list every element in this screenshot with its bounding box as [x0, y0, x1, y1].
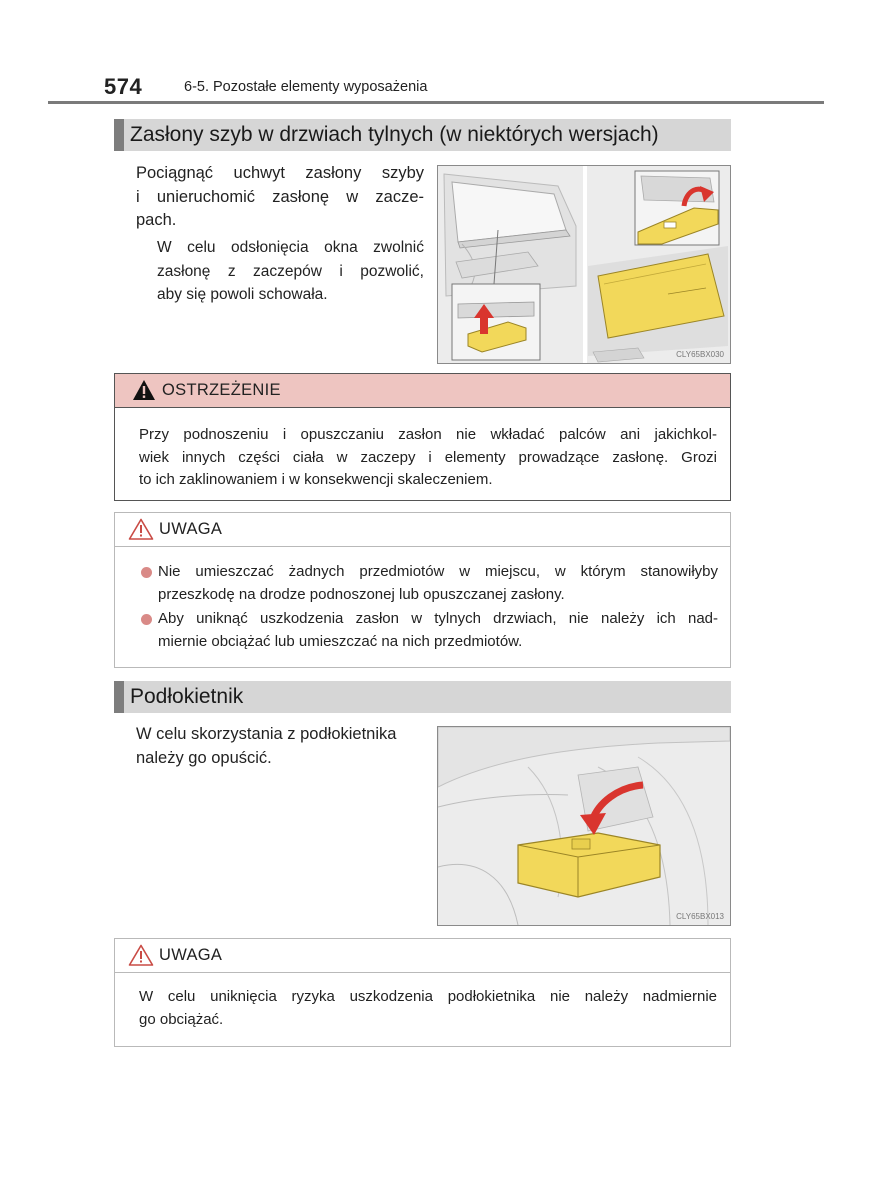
section-title: Podłokietnik: [130, 685, 244, 708]
armrest-instruction: [136, 723, 426, 770]
notice-text: [139, 986, 717, 1031]
warning-line: Przy podnoszeniu i opuszczaniu zasłon nie wkładać palców ani jakichkol-: [139, 426, 717, 443]
section-title-bar-armrest: [114, 681, 731, 713]
warning-triangle-icon: [132, 379, 156, 406]
notice-header: [115, 939, 730, 973]
warning-box: [114, 373, 731, 501]
notice-label: UWAGA: [159, 946, 223, 964]
notice-list: [138, 561, 718, 653]
header-rule: [48, 101, 824, 104]
notice-box: [114, 512, 731, 668]
caution-triangle-icon: [128, 518, 154, 545]
instruction-line: należy go opuścić.: [136, 748, 272, 767]
warning-header: [115, 374, 730, 408]
notice-line: go obciążać.: [139, 1010, 224, 1028]
warning-label: OSTRZEŻENIE: [162, 381, 281, 399]
figure-code: CLY65BX013: [676, 912, 724, 921]
notice-box-armrest: [114, 938, 731, 1047]
notice-line: W celu uniknięcia ryzyka uszkodzenia podłokietnika nie należy nadmiernie: [139, 988, 717, 1005]
notice-label: UWAGA: [159, 520, 223, 538]
bullet-icon: [141, 567, 152, 578]
blind-drawing: [438, 166, 730, 363]
bullet-icon: [141, 614, 152, 625]
chapter-title: 6-5. Pozostałe elementy wyposażenia: [184, 79, 428, 95]
list-item: [138, 561, 718, 606]
notice-header: [115, 513, 730, 547]
note-line: W celu odsłonięcia okna zwolnić: [157, 239, 424, 256]
bullet-line: Aby uniknąć uszkodzenia zasłon w tylnych drzwiach, nie należy ich nad-: [158, 610, 718, 627]
section-accent: [114, 681, 124, 713]
section-title-bar-blinds: [114, 119, 731, 151]
figure-code: CLY65BX030: [676, 350, 724, 359]
blind-illustration: [437, 165, 731, 364]
blind-note: [157, 236, 424, 307]
warning-text: [139, 424, 717, 492]
section-title: Zasłony szyb w drzwiach tylnych (w niektórych wersjach): [130, 123, 659, 146]
caution-triangle-icon: [128, 944, 154, 971]
warning-line: wiek innych części ciała w zaczepy i elementy prowadzące zasłonę. Grozi: [139, 448, 717, 466]
armrest-illustration: [437, 726, 731, 926]
bullet-line: przeszkodę na drodze podnoszonej lub opuszczanej zasłony.: [158, 585, 565, 603]
instruction-line: pach.: [136, 211, 177, 229]
note-line: aby się powoli schowała.: [157, 286, 328, 303]
warning-line: to ich zaklinowaniem i w konsekwencji skaleczeniem.: [139, 471, 493, 488]
list-item: [138, 608, 718, 653]
blind-instruction: [136, 162, 424, 233]
bullet-line: miernie obciążać lub umieszczać na nich przedmiotów.: [158, 632, 523, 650]
instruction-line: i unieruchomić zasłonę w zacze-: [136, 187, 424, 206]
page-number: 574: [104, 74, 143, 99]
instruction-line: W celu skorzystania z podłokietnika: [136, 725, 397, 743]
section-accent: [114, 119, 124, 151]
armrest-drawing: [438, 727, 730, 925]
instruction-line: Pociągnąć uchwyt zasłony szyby: [136, 164, 424, 182]
note-line: zasłonę z zaczepów i pozwolić,: [157, 262, 424, 280]
bullet-line: Nie umieszczać żadnych przedmiotów w miejscu, w którym stanowiłyby: [158, 563, 718, 580]
